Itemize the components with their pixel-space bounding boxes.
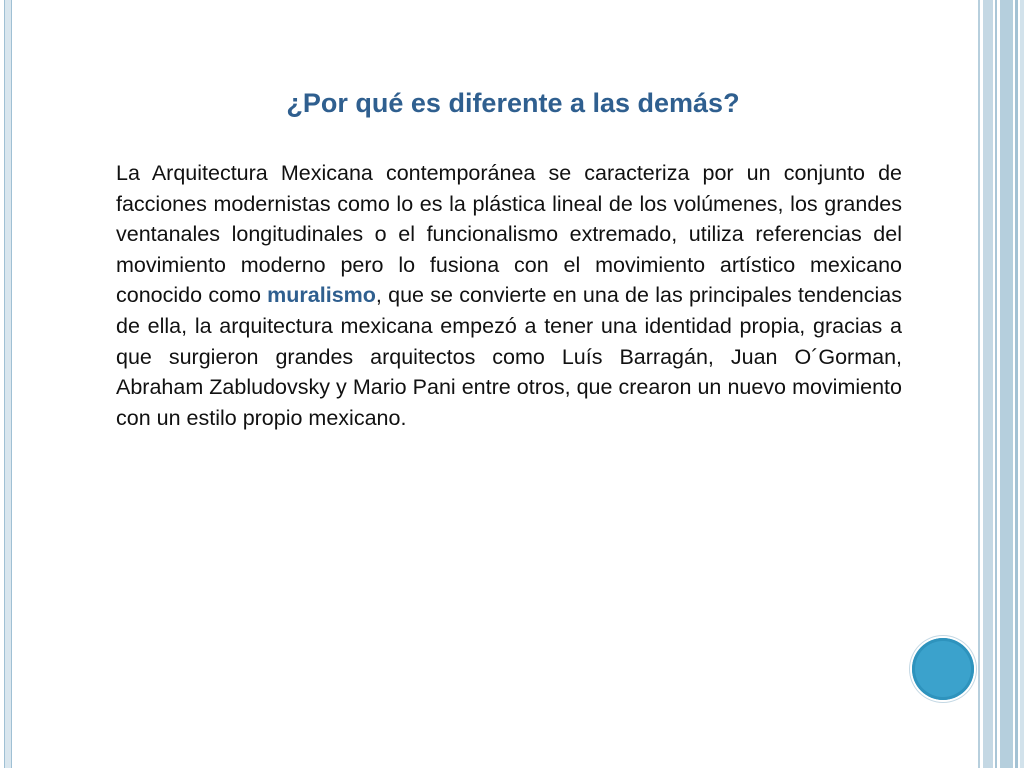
right-decorative-stripes xyxy=(976,0,1024,768)
left-decorative-border xyxy=(4,0,12,768)
slide-title: ¿Por qué es diferente a las demás? xyxy=(286,88,740,118)
stripe xyxy=(1020,0,1024,768)
stripe xyxy=(983,0,993,768)
paragraph-text-after: , que se convierte en una de las principales tendencias de ella, la arquitectura mexicana empezó a tener una identidad propia, gracias a que surgieron grandes arquitectos como Luís Barragán, Juan O´Gorman, Abraham Zabludovsky y Mario Pani entre otros, que crearon un nuevo movimiento con un estilo propio mexicano. xyxy=(116,283,902,430)
stripe xyxy=(1015,0,1018,768)
paragraph-text-before: La Arquitectura Mexicana contemporánea se caracteriza por un conjunto de facciones modernistas como lo es la plástica lineal de los volúmenes, los grandes ventanales longitudinales o el funcionalismo extremado, utiliza referencias del movimiento moderno pero lo fusiona con el movimiento artístico mexicano conocido como xyxy=(116,161,902,308)
stripe xyxy=(1000,0,1013,768)
circle-icon xyxy=(912,638,974,700)
stripe xyxy=(995,0,997,768)
highlighted-term: muralismo xyxy=(267,283,376,308)
stripe xyxy=(978,0,980,768)
body-paragraph xyxy=(116,158,902,433)
